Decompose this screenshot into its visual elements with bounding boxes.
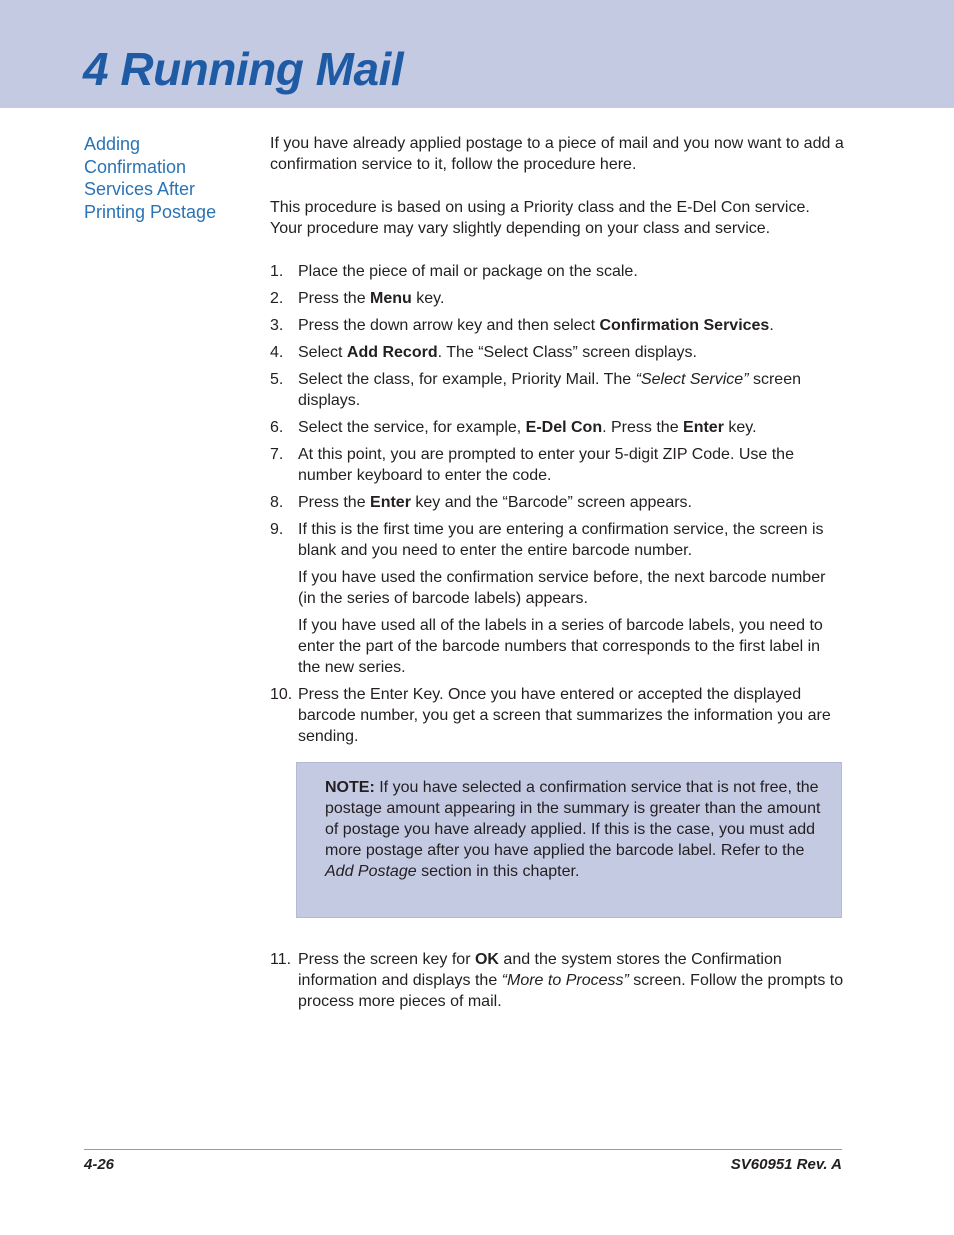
step-text: Select the class, for example, Priority Mail. The bbox=[298, 371, 636, 388]
step-text: key. bbox=[411, 290, 445, 307]
step-number: 7. bbox=[270, 446, 284, 463]
note-text bbox=[325, 777, 825, 882]
step-item bbox=[270, 684, 845, 747]
footer-rule bbox=[84, 1149, 842, 1150]
chapter-header-band bbox=[0, 0, 954, 108]
step-text: Select bbox=[298, 344, 347, 361]
step-text: Press the bbox=[298, 686, 371, 703]
step-item bbox=[270, 288, 845, 309]
step-number: 9. bbox=[270, 521, 284, 538]
step-text: screen displays. bbox=[298, 371, 801, 409]
step-text: Press the bbox=[298, 290, 371, 307]
step-text: . bbox=[769, 317, 774, 334]
service-name: E-Del Con bbox=[525, 419, 603, 436]
section-heading-line: Adding bbox=[84, 134, 141, 154]
note-label: NOTE: bbox=[325, 779, 375, 796]
section-reference: Add Postage bbox=[325, 863, 417, 880]
key-name: OK bbox=[474, 951, 499, 968]
step-text: Press the down arrow key and then select bbox=[298, 317, 600, 334]
step-number: 11. bbox=[270, 951, 292, 968]
menu-option-name: Add Record bbox=[346, 344, 438, 361]
note-box bbox=[296, 762, 842, 918]
note-body: section in this chapter. bbox=[416, 863, 580, 880]
step-number: 8. bbox=[270, 494, 284, 511]
section-heading bbox=[84, 133, 254, 223]
step-item bbox=[270, 949, 845, 1012]
step-text: key and the “Barcode” screen appears. bbox=[410, 494, 692, 511]
section-heading-line: Confirmation bbox=[84, 156, 187, 177]
key-name: Menu bbox=[370, 290, 412, 307]
step-text: key. bbox=[723, 419, 757, 436]
step-subparagraph: If you have used the confirmation service before, the next barcode number (in the series of barcode labels) appears. bbox=[298, 569, 826, 607]
step-text: Select the service, for example, bbox=[298, 419, 526, 436]
main-content bbox=[270, 133, 845, 1018]
step-number: 5. bbox=[270, 371, 284, 388]
step-item bbox=[270, 492, 845, 513]
step-text: Place the piece of mail or package on the scale. bbox=[298, 263, 638, 280]
step-item bbox=[270, 342, 845, 363]
step-item bbox=[270, 519, 845, 678]
section-heading-line: Printing Postage bbox=[84, 201, 217, 222]
screen-name: “Select Service” bbox=[635, 371, 749, 388]
step-subparagraph: If you have used all of the labels in a series of barcode labels, you need to enter the part of the barcode numbers that corresponds to the first label in the new series. bbox=[298, 617, 823, 676]
step-number: 1. bbox=[270, 263, 284, 280]
step-item bbox=[270, 315, 845, 336]
key-name: Enter bbox=[370, 494, 411, 511]
chapter-title: 4 Running Mail bbox=[83, 43, 404, 95]
intro-paragraph: This procedure is based on using a Priority class and the E-Del Con service. Your procedure may vary slightly depending on your class and service. bbox=[270, 199, 810, 237]
step-text: Press the screen key for bbox=[298, 951, 475, 968]
document-id: SV60951 Rev. A bbox=[730, 1156, 842, 1173]
section-heading-line: Services After bbox=[84, 179, 196, 199]
step-text: At this point, you are prompted to enter your 5-digit ZIP Code. Use the number keyboard to enter the code. bbox=[298, 446, 794, 484]
step-number: 2. bbox=[270, 290, 284, 307]
step-number: 6. bbox=[270, 419, 284, 436]
key-name: Enter bbox=[370, 686, 409, 703]
menu-option-name: Confirmation Services bbox=[599, 317, 770, 334]
intro-paragraph: If you have already applied postage to a piece of mail and you now want to add a confirmation service to it, follow the procedure here. bbox=[270, 135, 844, 173]
step-item bbox=[270, 261, 845, 282]
note-body: If you have selected a confirmation service that is not free, the postage amount appearing in the summary is greater than the amount of postage you have already applied. If this is the case, you must add more postage after you have applied the barcode label. Refer to the bbox=[325, 779, 821, 859]
step-number: 10. bbox=[270, 686, 293, 703]
step-text: Press the bbox=[298, 494, 371, 511]
step-text: . Press the bbox=[602, 419, 684, 436]
page-number: 4-26 bbox=[84, 1156, 115, 1173]
screen-name: “More to Process” bbox=[501, 972, 629, 989]
step-text: Key. Once you have entered or accepted the displayed barcode number, you get a screen that summarizes the information you are sending. bbox=[298, 686, 831, 745]
procedure-steps-continued bbox=[270, 949, 845, 1012]
step-item bbox=[270, 369, 845, 411]
step-item bbox=[270, 444, 845, 486]
step-number: 4. bbox=[270, 344, 284, 361]
step-item bbox=[270, 417, 845, 438]
step-text: screen. Follow the prompts to process more pieces of mail. bbox=[298, 972, 844, 1010]
step-text: and the system stores the Confirmation information and displays the bbox=[298, 951, 782, 989]
step-text: If this is the first time you are entering a confirmation service, the screen is blank and you need to enter the entire barcode number. bbox=[298, 521, 824, 559]
key-name: Enter bbox=[683, 419, 724, 436]
step-text: . The “Select Class” screen displays. bbox=[437, 344, 697, 361]
procedure-steps bbox=[270, 261, 845, 747]
step-number: 3. bbox=[270, 317, 284, 334]
